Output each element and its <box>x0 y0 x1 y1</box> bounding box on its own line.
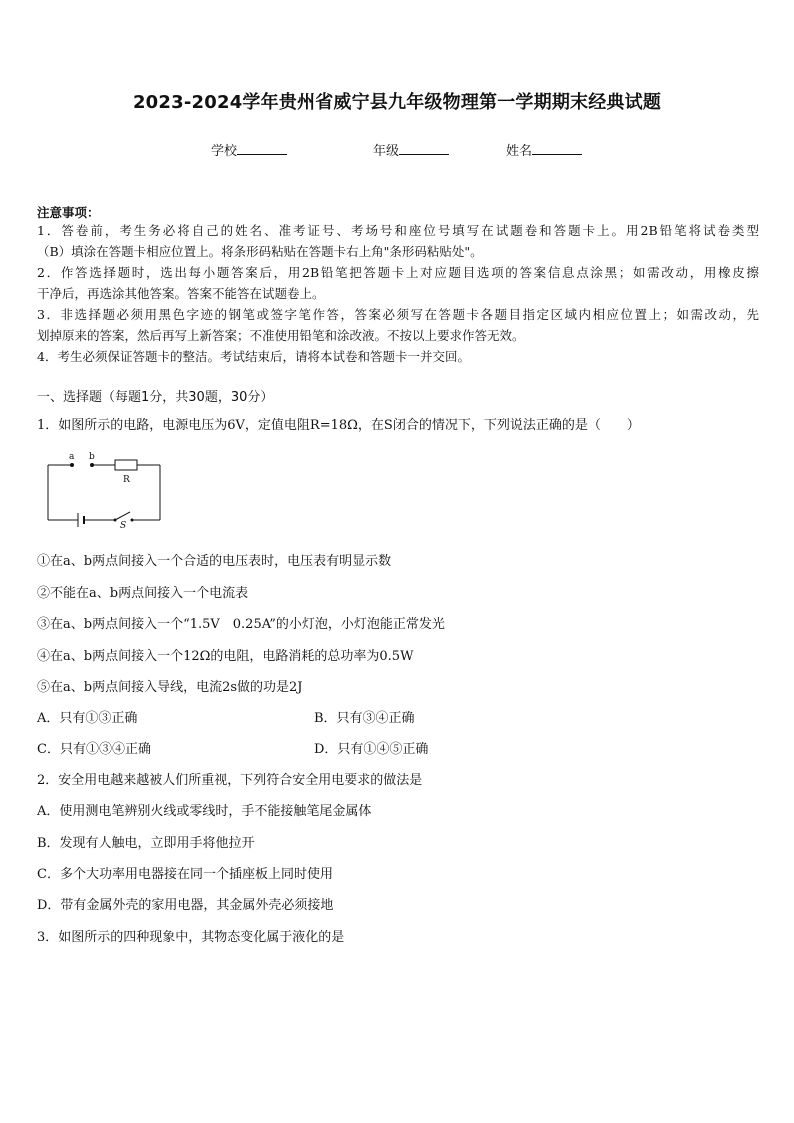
q2-option-c: C．多个大功率用电器接在同一个插座板上同时使用 <box>37 867 333 882</box>
notice-line: 2．作答选择题时，选出每小题答案后，用2B铅笔把答题卡上对应题目选项的答案信息点涂黑；如需改动，用橡皮擦 <box>37 265 759 280</box>
question-1-stem: 1．如图所示的电路，电源电压为6V，定值电阻R=18Ω，在S闭合的情况下，下列说法正确的是（ ） <box>37 418 640 433</box>
terminal-b <box>90 463 94 467</box>
notice-line: 干净后，再选涂其他答案。答案不能答在试题卷上。 <box>37 286 325 301</box>
school-field <box>211 140 287 159</box>
page-title: 2023-2024学年贵州省威宁县九年级物理第一学期期末经典试题 <box>132 92 662 113</box>
name-label: 姓名 <box>506 144 533 159</box>
label-r: R <box>123 475 130 485</box>
grade-blank <box>399 142 449 155</box>
q2-option-d: D．带有金属外壳的家用电器，其金属外壳必须接地 <box>37 898 334 913</box>
q1-option-c: C．只有①③④正确 <box>37 742 151 757</box>
name-blank <box>532 142 582 155</box>
circuit-diagram <box>40 450 170 530</box>
grade-label: 年级 <box>373 144 400 159</box>
notice-line: 3．非选择题必须用黑色字迹的钢笔或签字笔作答，答案必须写在答题卡各题目指定区域内相应位置上；如需改动，先 <box>37 307 759 322</box>
q1-option-a: A．只有①③正确 <box>37 711 138 726</box>
q1-option-b: B．只有③④正确 <box>314 711 415 726</box>
school-blank <box>237 142 287 155</box>
statement-5: ⑤在a、b两点间接入导线，电流2s做的功是2J <box>37 680 303 695</box>
statement-3: ③在a、b两点间接入一个“1.5V 0.25A”的小灯泡，小灯泡能正常发光 <box>37 617 445 632</box>
label-s: S <box>120 521 127 530</box>
label-a: a <box>69 452 75 462</box>
label-b: b <box>89 452 95 462</box>
school-label: 学校 <box>211 144 238 159</box>
q2-option-b: B．发现有人触电，立即用手将他拉开 <box>37 836 255 851</box>
section-heading: 一、选择题（每题1分，共30题，30分） <box>37 390 274 405</box>
name-field <box>506 140 582 159</box>
notice-heading: 注意事项： <box>37 205 100 220</box>
q1-option-d: D．只有①④⑤正确 <box>314 742 429 757</box>
switch-lever <box>115 512 130 520</box>
question-3-stem: 3．如图所示的四种现象中，其物态变化属于液化的是 <box>37 930 345 945</box>
q2-option-a: A．使用测电笔辨别火线或零线时，手不能接触笔尾金属体 <box>37 804 372 819</box>
switch-contact <box>131 519 134 522</box>
notice-line: 划掉原来的答案，然后再写上新答案；不准使用铅笔和涂改液。不按以上要求作答无效。 <box>37 328 525 343</box>
notice-line: 4．考生必须保证答题卡的整洁。考试结束后，请将本试卷和答题卡一并交回。 <box>37 349 470 364</box>
statement-4: ④在a、b两点间接入一个12Ω的电阻，电路消耗的总功率为0.5W <box>37 649 414 664</box>
notice-line: 1．答卷前，考生务必将自己的姓名、准考证号、考场号和座位号填写在试题卷和答题卡上。用2B铅笔将试卷类型 <box>37 223 759 238</box>
switch-pivot <box>114 519 117 522</box>
resistor-r <box>115 460 137 470</box>
statement-2: ②不能在a、b两点间接入一个电流表 <box>37 586 249 601</box>
question-2-stem: 2．安全用电越来越被人们所重视，下列符合安全用电要求的做法是 <box>37 773 423 788</box>
terminal-a <box>70 463 74 467</box>
statement-1: ①在a、b两点间接入一个合适的电压表时，电压表有明显示数 <box>37 554 392 569</box>
grade-field <box>373 140 449 159</box>
notice-line: （B）填涂在答题卡相应位置上。将条形码粘贴在答题卡右上角"条形码粘贴处"。 <box>37 244 483 259</box>
